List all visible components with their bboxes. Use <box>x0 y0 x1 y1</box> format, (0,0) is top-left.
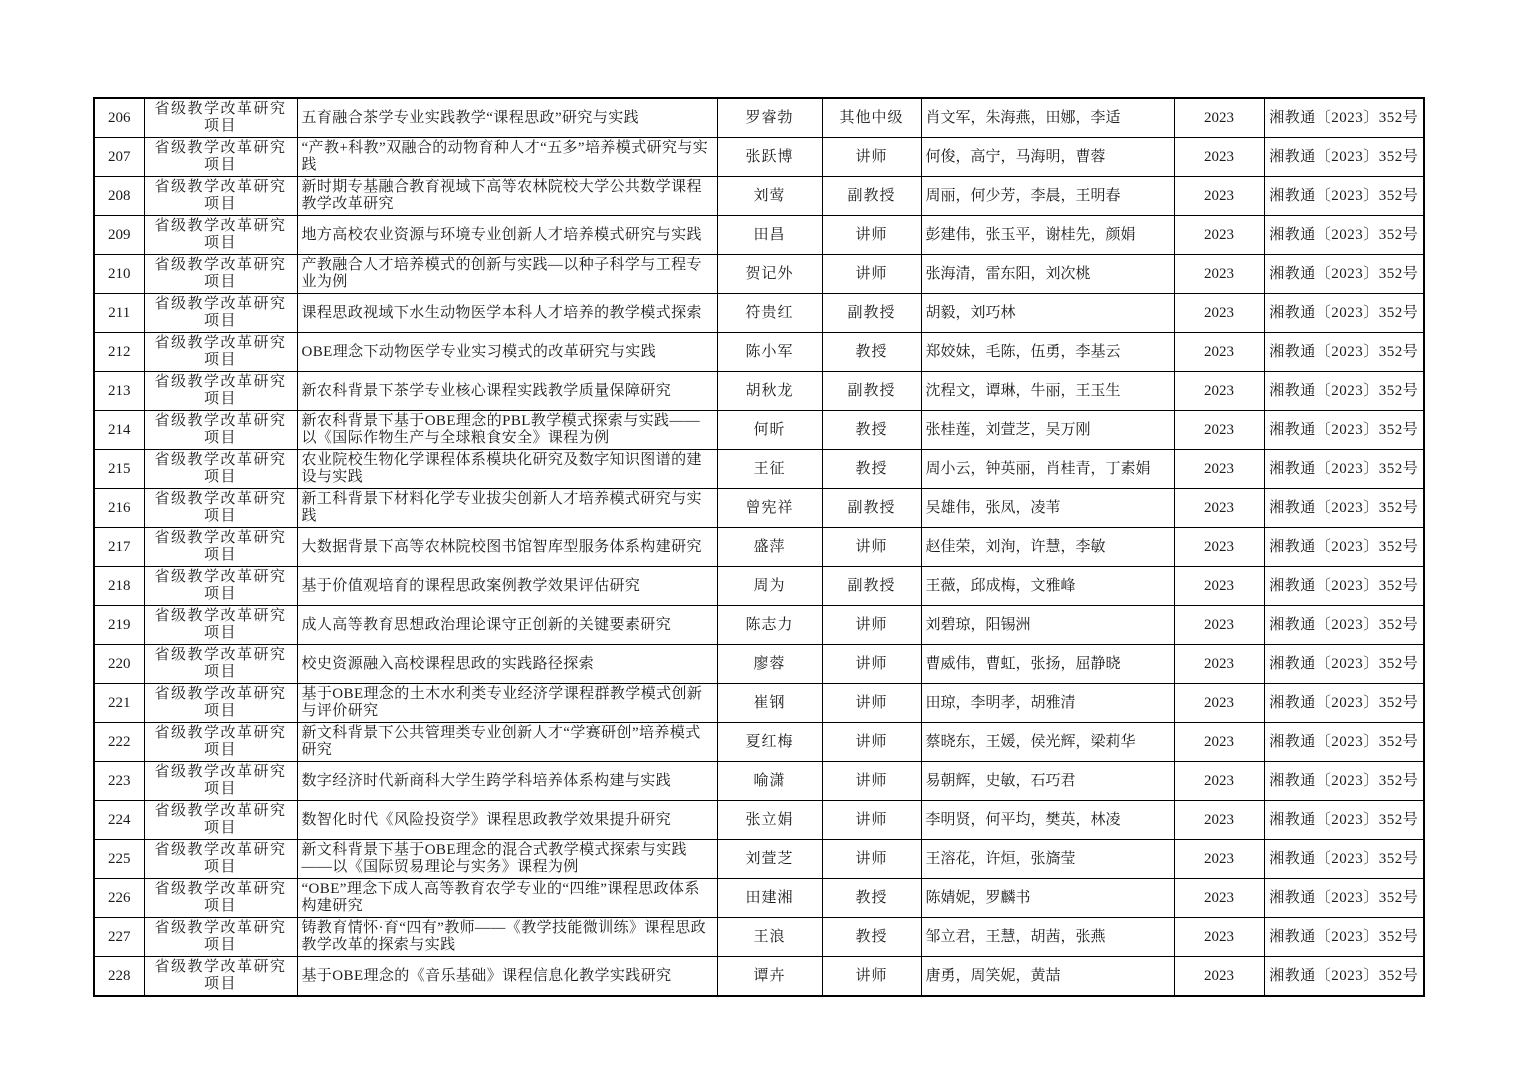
cell-leader-rank: 教授 <box>822 411 921 450</box>
cell-doc-number: 湘教通〔2023〕352号 <box>1264 333 1424 372</box>
cell-project-title: “产教+科教”双融合的动物育种人才“五多”培养模式研究与实践 <box>297 138 717 177</box>
cell-year: 2023 <box>1174 840 1264 879</box>
cell-leader-name: 张立娟 <box>717 801 822 840</box>
cell-leader-name: 王征 <box>717 450 822 489</box>
cell-seq-number: 223 <box>94 762 144 801</box>
cell-project-type: 省级教学改革研究项目 <box>144 606 297 645</box>
cell-year: 2023 <box>1174 528 1264 567</box>
cell-project-title: 新工科背景下材料化学专业拔尖创新人才培养模式研究与实践 <box>297 489 717 528</box>
cell-team-members: 张海清，雷东阳，刘次桃 <box>921 255 1174 294</box>
cell-project-type: 省级教学改革研究项目 <box>144 801 297 840</box>
cell-team-members: 蔡晓东，王媛，侯光辉，梁莉华 <box>921 723 1174 762</box>
cell-project-title: 农业院校生物化学课程体系模块化研究及数字知识图谱的建设与实践 <box>297 450 717 489</box>
cell-doc-number: 湘教通〔2023〕352号 <box>1264 957 1424 997</box>
cell-team-members: 沈程文，谭琳，牛丽，王玉生 <box>921 372 1174 411</box>
cell-team-members: 吴雄伟，张凤，凌苇 <box>921 489 1174 528</box>
cell-leader-name: 陈志力 <box>717 606 822 645</box>
cell-leader-rank: 讲师 <box>822 606 921 645</box>
table-row <box>94 567 1424 606</box>
cell-year: 2023 <box>1174 762 1264 801</box>
cell-leader-rank: 教授 <box>822 879 921 918</box>
cell-leader-rank: 讲师 <box>822 216 921 255</box>
table-row <box>94 411 1424 450</box>
cell-project-type: 省级教学改革研究项目 <box>144 216 297 255</box>
cell-year: 2023 <box>1174 177 1264 216</box>
cell-doc-number: 湘教通〔2023〕352号 <box>1264 450 1424 489</box>
cell-project-type: 省级教学改革研究项目 <box>144 177 297 216</box>
cell-year: 2023 <box>1174 255 1264 294</box>
cell-leader-rank: 讲师 <box>822 762 921 801</box>
cell-project-type: 省级教学改革研究项目 <box>144 255 297 294</box>
cell-doc-number: 湘教通〔2023〕352号 <box>1264 645 1424 684</box>
cell-project-type: 省级教学改革研究项目 <box>144 372 297 411</box>
cell-doc-number: 湘教通〔2023〕352号 <box>1264 528 1424 567</box>
table-row <box>94 762 1424 801</box>
table-row <box>94 801 1424 840</box>
cell-team-members: 田琼，李明孝，胡雅清 <box>921 684 1174 723</box>
cell-team-members: 邹立君，王慧，胡茜，张燕 <box>921 918 1174 957</box>
cell-leader-name: 何昕 <box>717 411 822 450</box>
cell-team-members: 曹威伟，曹虹，张扬，屈静晓 <box>921 645 1174 684</box>
cell-team-members: 郑姣妹，毛陈，伍勇，李基云 <box>921 333 1174 372</box>
cell-project-type: 省级教学改革研究项目 <box>144 294 297 333</box>
cell-year: 2023 <box>1174 216 1264 255</box>
cell-doc-number: 湘教通〔2023〕352号 <box>1264 98 1424 138</box>
cell-project-title: 新农科背景下基于OBE理念的PBL教学模式探索与实践——以《国际作物生产与全球粮食安全》课程为例 <box>297 411 717 450</box>
table-row <box>94 723 1424 762</box>
cell-team-members: 赵佳荣，刘洵，许慧，李敏 <box>921 528 1174 567</box>
cell-team-members: 易朝辉，史敏，石巧君 <box>921 762 1174 801</box>
cell-leader-name: 张跃博 <box>717 138 822 177</box>
table-row <box>94 528 1424 567</box>
cell-leader-name: 王浪 <box>717 918 822 957</box>
cell-leader-rank: 副教授 <box>822 177 921 216</box>
cell-project-title: 基于OBE理念的《音乐基础》课程信息化教学实践研究 <box>297 957 717 997</box>
cell-year: 2023 <box>1174 645 1264 684</box>
cell-leader-name: 曾宪祥 <box>717 489 822 528</box>
cell-project-title: OBE理念下动物医学专业实习模式的改革研究与实践 <box>297 333 717 372</box>
cell-doc-number: 湘教通〔2023〕352号 <box>1264 372 1424 411</box>
cell-team-members: 周丽，何少芳，李晨，王明春 <box>921 177 1174 216</box>
cell-seq-number: 218 <box>94 567 144 606</box>
cell-project-type: 省级教学改革研究项目 <box>144 489 297 528</box>
cell-project-title: 新时期专基融合教育视域下高等农林院校大学公共数学课程教学改革研究 <box>297 177 717 216</box>
cell-project-title: 地方高校农业资源与环境专业创新人才培养模式研究与实践 <box>297 216 717 255</box>
cell-leader-name: 夏红梅 <box>717 723 822 762</box>
table-row <box>94 177 1424 216</box>
cell-team-members: 王薇，邱成梅，文雅峰 <box>921 567 1174 606</box>
table-row <box>94 138 1424 177</box>
cell-project-title: 基于OBE理念的土木水利类专业经济学课程群教学模式创新与评价研究 <box>297 684 717 723</box>
cell-year: 2023 <box>1174 606 1264 645</box>
cell-doc-number: 湘教通〔2023〕352号 <box>1264 840 1424 879</box>
cell-doc-number: 湘教通〔2023〕352号 <box>1264 801 1424 840</box>
cell-seq-number: 209 <box>94 216 144 255</box>
table-row <box>94 333 1424 372</box>
cell-year: 2023 <box>1174 801 1264 840</box>
cell-year: 2023 <box>1174 372 1264 411</box>
cell-project-type: 省级教学改革研究项目 <box>144 333 297 372</box>
cell-seq-number: 213 <box>94 372 144 411</box>
cell-project-title: 新农科背景下茶学专业核心课程实践教学质量保障研究 <box>297 372 717 411</box>
cell-leader-rank: 副教授 <box>822 489 921 528</box>
cell-doc-number: 湘教通〔2023〕352号 <box>1264 723 1424 762</box>
table-row <box>94 840 1424 879</box>
cell-leader-rank: 副教授 <box>822 294 921 333</box>
cell-year: 2023 <box>1174 684 1264 723</box>
cell-project-type: 省级教学改革研究项目 <box>144 645 297 684</box>
cell-leader-name: 廖蓉 <box>717 645 822 684</box>
cell-doc-number: 湘教通〔2023〕352号 <box>1264 138 1424 177</box>
cell-seq-number: 211 <box>94 294 144 333</box>
cell-leader-name: 胡秋龙 <box>717 372 822 411</box>
cell-seq-number: 227 <box>94 918 144 957</box>
cell-doc-number: 湘教通〔2023〕352号 <box>1264 411 1424 450</box>
cell-seq-number: 219 <box>94 606 144 645</box>
cell-year: 2023 <box>1174 723 1264 762</box>
table-row <box>94 255 1424 294</box>
cell-project-type: 省级教学改革研究项目 <box>144 723 297 762</box>
cell-project-title: 基于价值观培育的课程思政案例教学效果评估研究 <box>297 567 717 606</box>
cell-seq-number: 224 <box>94 801 144 840</box>
cell-team-members: 李明贤，何平均，樊英，林凌 <box>921 801 1174 840</box>
cell-doc-number: 湘教通〔2023〕352号 <box>1264 918 1424 957</box>
cell-project-title: “OBE”理念下成人高等教育农学专业的“四维”课程思政体系构建研究 <box>297 879 717 918</box>
cell-leader-name: 周为 <box>717 567 822 606</box>
cell-project-type: 省级教学改革研究项目 <box>144 138 297 177</box>
cell-leader-name: 谭卉 <box>717 957 822 997</box>
cell-team-members: 刘碧琼，阳锡洲 <box>921 606 1174 645</box>
cell-project-type: 省级教学改革研究项目 <box>144 528 297 567</box>
cell-leader-rank: 副教授 <box>822 372 921 411</box>
projects-table-body <box>94 98 1424 996</box>
cell-project-type: 省级教学改革研究项目 <box>144 879 297 918</box>
table-row <box>94 216 1424 255</box>
cell-project-type: 省级教学改革研究项目 <box>144 762 297 801</box>
cell-leader-rank: 副教授 <box>822 567 921 606</box>
cell-seq-number: 207 <box>94 138 144 177</box>
cell-year: 2023 <box>1174 411 1264 450</box>
cell-seq-number: 220 <box>94 645 144 684</box>
cell-year: 2023 <box>1174 450 1264 489</box>
cell-year: 2023 <box>1174 957 1264 997</box>
cell-seq-number: 217 <box>94 528 144 567</box>
cell-project-title: 校史资源融入高校课程思政的实践路径探索 <box>297 645 717 684</box>
cell-project-title: 大数据背景下高等农林院校图书馆智库型服务体系构建研究 <box>297 528 717 567</box>
table-row <box>94 879 1424 918</box>
cell-project-title: 产教融合人才培养模式的创新与实践—以种子科学与工程专业为例 <box>297 255 717 294</box>
cell-doc-number: 湘教通〔2023〕352号 <box>1264 216 1424 255</box>
cell-leader-name: 盛萍 <box>717 528 822 567</box>
cell-leader-rank: 教授 <box>822 333 921 372</box>
cell-leader-rank: 教授 <box>822 918 921 957</box>
table-row <box>94 684 1424 723</box>
cell-leader-rank: 讲师 <box>822 723 921 762</box>
cell-team-members: 彭建伟，张玉平，谢桂先，颜娟 <box>921 216 1174 255</box>
cell-leader-rank: 讲师 <box>822 684 921 723</box>
cell-project-type: 省级教学改革研究项目 <box>144 98 297 138</box>
cell-team-members: 何俊，高宁，马海明，曹蓉 <box>921 138 1174 177</box>
cell-doc-number: 湘教通〔2023〕352号 <box>1264 762 1424 801</box>
cell-project-title: 课程思政视域下水生动物医学本科人才培养的教学模式探索 <box>297 294 717 333</box>
cell-year: 2023 <box>1174 879 1264 918</box>
cell-seq-number: 228 <box>94 957 144 997</box>
cell-seq-number: 226 <box>94 879 144 918</box>
cell-project-type: 省级教学改革研究项目 <box>144 918 297 957</box>
cell-leader-rank: 讲师 <box>822 255 921 294</box>
cell-leader-name: 陈小军 <box>717 333 822 372</box>
cell-team-members: 唐勇，周笑妮，黄喆 <box>921 957 1174 997</box>
cell-seq-number: 212 <box>94 333 144 372</box>
cell-leader-rank: 讲师 <box>822 801 921 840</box>
cell-doc-number: 湘教通〔2023〕352号 <box>1264 684 1424 723</box>
cell-project-title: 铸教育情怀·育“四有”教师——《教学技能微训练》课程思政教学改革的探索与实践 <box>297 918 717 957</box>
table-row <box>94 294 1424 333</box>
table-row <box>94 489 1424 528</box>
cell-doc-number: 湘教通〔2023〕352号 <box>1264 489 1424 528</box>
cell-seq-number: 225 <box>94 840 144 879</box>
cell-project-type: 省级教学改革研究项目 <box>144 567 297 606</box>
cell-doc-number: 湘教通〔2023〕352号 <box>1264 255 1424 294</box>
cell-project-title: 成人高等教育思想政治理论课守正创新的关键要素研究 <box>297 606 717 645</box>
cell-team-members: 王溶花，许烜，张旖莹 <box>921 840 1174 879</box>
cell-project-title: 数智化时代《风险投资学》课程思政教学效果提升研究 <box>297 801 717 840</box>
cell-leader-name: 刘莺 <box>717 177 822 216</box>
table-row <box>94 957 1424 997</box>
cell-leader-rank: 教授 <box>822 450 921 489</box>
cell-year: 2023 <box>1174 294 1264 333</box>
cell-project-type: 省级教学改革研究项目 <box>144 840 297 879</box>
cell-project-type: 省级教学改革研究项目 <box>144 957 297 997</box>
cell-project-title: 数字经济时代新商科大学生跨学科培养体系构建与实践 <box>297 762 717 801</box>
cell-doc-number: 湘教通〔2023〕352号 <box>1264 294 1424 333</box>
cell-year: 2023 <box>1174 138 1264 177</box>
cell-project-type: 省级教学改革研究项目 <box>144 411 297 450</box>
cell-team-members: 周小云，钟英丽，肖桂青，丁素娟 <box>921 450 1174 489</box>
cell-project-type: 省级教学改革研究项目 <box>144 450 297 489</box>
cell-leader-name: 刘萱芝 <box>717 840 822 879</box>
cell-seq-number: 206 <box>94 98 144 138</box>
cell-leader-rank: 讲师 <box>822 957 921 997</box>
cell-doc-number: 湘教通〔2023〕352号 <box>1264 177 1424 216</box>
cell-team-members: 胡毅，刘巧林 <box>921 294 1174 333</box>
cell-leader-name: 崔钢 <box>717 684 822 723</box>
table-row <box>94 645 1424 684</box>
cell-leader-name: 喻潇 <box>717 762 822 801</box>
cell-seq-number: 210 <box>94 255 144 294</box>
table-row <box>94 918 1424 957</box>
cell-seq-number: 222 <box>94 723 144 762</box>
cell-leader-name: 田建湘 <box>717 879 822 918</box>
cell-seq-number: 215 <box>94 450 144 489</box>
cell-leader-name: 符贵红 <box>717 294 822 333</box>
cell-leader-rank: 讲师 <box>822 645 921 684</box>
cell-team-members: 肖文军，朱海燕，田娜，李适 <box>921 98 1174 138</box>
cell-project-title: 新文科背景下公共管理类专业创新人才“学赛研创”培养模式研究 <box>297 723 717 762</box>
cell-seq-number: 221 <box>94 684 144 723</box>
cell-seq-number: 208 <box>94 177 144 216</box>
cell-year: 2023 <box>1174 567 1264 606</box>
table-row <box>94 98 1424 138</box>
table-row <box>94 450 1424 489</box>
cell-team-members: 陈婧妮，罗麟书 <box>921 879 1174 918</box>
cell-year: 2023 <box>1174 98 1264 138</box>
cell-doc-number: 湘教通〔2023〕352号 <box>1264 879 1424 918</box>
cell-project-title: 五育融合茶学专业实践教学“课程思政”研究与实践 <box>297 98 717 138</box>
cell-year: 2023 <box>1174 489 1264 528</box>
cell-doc-number: 湘教通〔2023〕352号 <box>1264 606 1424 645</box>
cell-year: 2023 <box>1174 333 1264 372</box>
table-row <box>94 606 1424 645</box>
cell-doc-number: 湘教通〔2023〕352号 <box>1264 567 1424 606</box>
cell-year: 2023 <box>1174 918 1264 957</box>
cell-team-members: 张桂莲，刘萱芝，吴万刚 <box>921 411 1174 450</box>
table-row <box>94 372 1424 411</box>
cell-leader-name: 罗睿勃 <box>717 98 822 138</box>
cell-seq-number: 214 <box>94 411 144 450</box>
cell-leader-name: 田昌 <box>717 216 822 255</box>
cell-leader-rank: 其他中级 <box>822 98 921 138</box>
cell-leader-rank: 讲师 <box>822 528 921 567</box>
cell-leader-rank: 讲师 <box>822 138 921 177</box>
cell-leader-rank: 讲师 <box>822 840 921 879</box>
cell-seq-number: 216 <box>94 489 144 528</box>
cell-project-title: 新文科背景下基于OBE理念的混合式教学模式探索与实践——以《国际贸易理论与实务》课程为例 <box>297 840 717 879</box>
projects-table <box>93 97 1425 997</box>
cell-leader-name: 贺记外 <box>717 255 822 294</box>
cell-project-type: 省级教学改革研究项目 <box>144 684 297 723</box>
